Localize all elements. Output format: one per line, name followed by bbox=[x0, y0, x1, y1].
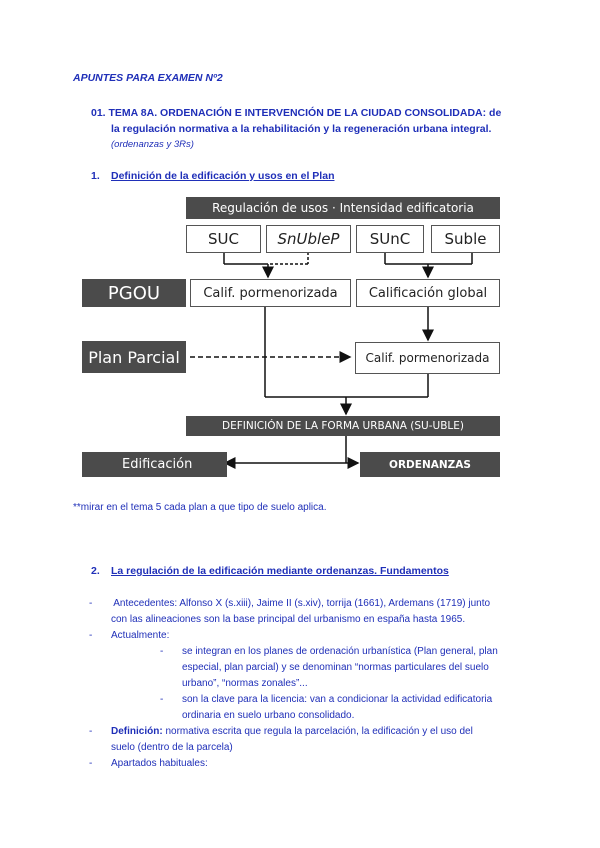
box-calificacion-global: Calificación global bbox=[356, 279, 500, 307]
list-item-cont: suelo (dentro de la parcela) bbox=[111, 742, 233, 753]
diagram-top-bar: Regulación de usos · Intensidad edificatoria bbox=[186, 197, 500, 219]
box-definicion-forma-urbana: DEFINICIÓN DE LA FORMA URBANA (SU-UBLE) bbox=[186, 416, 500, 436]
box-suble: Suble bbox=[431, 225, 500, 253]
section2-title: La regulación de la edificación mediante ordenanzas. Fundamentos bbox=[111, 565, 449, 577]
section2-number: 2. bbox=[91, 565, 100, 577]
section1-number: 1. bbox=[91, 170, 100, 182]
bullet-text: Apartados habituales: bbox=[111, 758, 208, 769]
page-header: APUNTES PARA EXAMEN Nº2 bbox=[73, 72, 223, 84]
box-snublep: SnUbleP bbox=[266, 225, 351, 253]
sub-list-item-cont: urbano”, “normas zonales”... bbox=[182, 678, 308, 689]
topic-title-line2: la regulación normativa a la rehabilitación y la regeneración urbana integral. bbox=[111, 123, 492, 135]
list-item: - Antecedentes: Alfonso X (s.xiii), Jaime II (s.xiv), torrija (1661), Ardemans (1719) junto bbox=[89, 598, 491, 609]
section1-title: Definición de la edificación y usos en el Plan bbox=[111, 170, 335, 182]
sub-list-item: - son la clave para la licencia: van a condicionar la actividad edificatoria bbox=[160, 694, 493, 705]
section2-heading bbox=[91, 565, 449, 577]
list-item: - Definición: normativa escrita que regula la parcelación, la edificación y el uso del bbox=[89, 726, 473, 737]
box-sunc: SUnC bbox=[356, 225, 424, 253]
box-pgou: PGOU bbox=[82, 279, 186, 307]
topic-title-line1: 01. TEMA 8A. ORDENACIÓN E INTERVENCIÓN DE LA CIUDAD CONSOLIDADA: de bbox=[91, 107, 502, 119]
list-item-cont: con las alineaciones son la base principal del urbanismo en españa hasta 1965. bbox=[111, 614, 466, 625]
sub-bullet-text: se integran en los planes de ordenación urbanística (Plan general, plan bbox=[182, 646, 498, 657]
list-item: - Actualmente: bbox=[89, 630, 170, 641]
bullet-text: normativa escrita que regula la parcelación, la edificación y el uso del bbox=[162, 726, 473, 737]
box-ordenanzas: ORDENANZAS bbox=[360, 452, 500, 477]
list-item: - Apartados habituales: bbox=[89, 758, 208, 769]
bullet-text: Actualmente: bbox=[111, 630, 170, 641]
box-calif-pormenorizada: Calif. pormenorizada bbox=[190, 279, 351, 307]
sub-list-item: - se integran en los planes de ordenación urbanística (Plan general, plan bbox=[160, 646, 498, 657]
topic-subtitle: (ordenanzas y 3Rs) bbox=[111, 139, 194, 150]
box-suc: SUC bbox=[186, 225, 261, 253]
sub-list-item-cont: especial, plan parcial) y se denominan “normas particulares del suelo bbox=[182, 662, 489, 673]
box-calif-pormenorizada-2: Calif. pormenorizada bbox=[355, 342, 500, 374]
sub-list-item-cont: ordinaria en suelo urbano consolidado. bbox=[182, 710, 355, 721]
note: **mirar en el tema 5 cada plan a que tipo de suelo aplica. bbox=[73, 502, 327, 513]
box-plan-parcial: Plan Parcial bbox=[82, 341, 186, 373]
bullet-text: Antecedentes: Alfonso X (s.xiii), Jaime II (s.xiv), torrija (1661), Ardemans (1719) junto bbox=[111, 598, 491, 609]
box-edificacion: Edificación bbox=[82, 452, 227, 477]
definition-label: Definición: bbox=[111, 726, 163, 737]
sub-bullet-text: son la clave para la licencia: van a condicionar la actividad edificatoria bbox=[182, 694, 493, 705]
